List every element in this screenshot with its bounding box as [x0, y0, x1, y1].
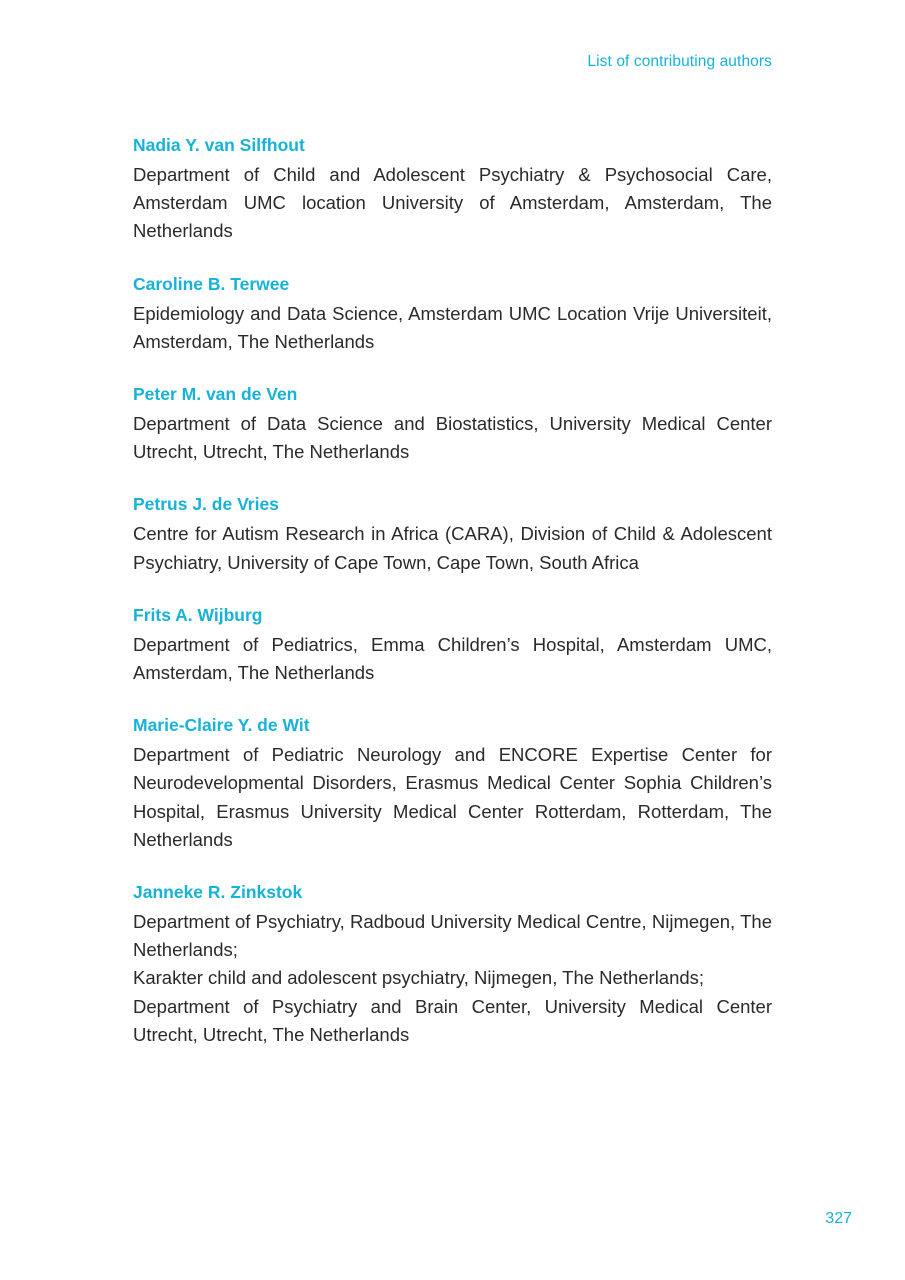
author-list — [133, 135, 772, 1077]
author-name: Nadia Y. van Silfhout — [133, 135, 305, 155]
running-header: List of contributing authors — [587, 53, 772, 70]
author-entry — [133, 882, 772, 1049]
author-name: Janneke R. Zinkstok — [133, 882, 303, 903]
author-name: Frits A. Wijburg — [133, 604, 263, 625]
author-affiliation: Department of Data Science and Biostatistics, University Medical Center Utrecht, Utrecht, The Netherlands — [133, 413, 772, 463]
author-entry — [133, 135, 772, 246]
author-affiliation: Department of Child and Adolescent Psychiatry & Psychosocial Care, Amsterdam UMC location University of Amsterdam, Amsterdam, The Netherlands — [133, 164, 772, 242]
author-affiliation: Department of Psychiatry and Brain Center, University Medical Center Utrecht, Utrecht, The Netherlands — [133, 995, 772, 1045]
author-entry — [133, 605, 772, 687]
page-number: 327 — [825, 1210, 852, 1227]
author-name: Marie-Claire Y. de Wit — [133, 715, 310, 736]
author-affiliation: Department of Pediatrics, Emma Children’s Hospital, Amsterdam UMC, Amsterdam, The Netherlands — [133, 633, 772, 684]
author-entry — [133, 274, 772, 356]
author-entry — [133, 384, 772, 466]
author-name: Caroline B. Terwee — [133, 273, 290, 294]
author-affiliation: Centre for Autism Research in Africa (CARA), Division of Child & Adolescent Psychiatry, University of Cape Town, Cape Town, South Africa — [133, 523, 772, 573]
author-name: Petrus J. de Vries — [133, 494, 279, 515]
author-affiliation: Karakter child and adolescent psychiatry, Nijmegen, The Netherlands; — [133, 967, 705, 989]
author-name: Peter M. van de Ven — [133, 384, 298, 405]
author-entry — [133, 494, 772, 576]
author-affiliation: Epidemiology and Data Science, Amsterdam UMC Location Vrije Universiteit, Amsterdam, The Netherlands — [133, 302, 772, 352]
author-affiliation: Department of Pediatric Neurology and ENCORE Expertise Center for Neurodevelopmental Disorders, Erasmus Medical Center Sophia Children’s Hospital, Erasmus University Medical Center Rotterdam, Rotterdam, The Netherlands — [133, 744, 772, 850]
author-entry — [133, 715, 772, 854]
author-affiliation: Department of Psychiatry, Radboud University Medical Centre, Nijmegen, The Netherlands; — [133, 911, 772, 961]
